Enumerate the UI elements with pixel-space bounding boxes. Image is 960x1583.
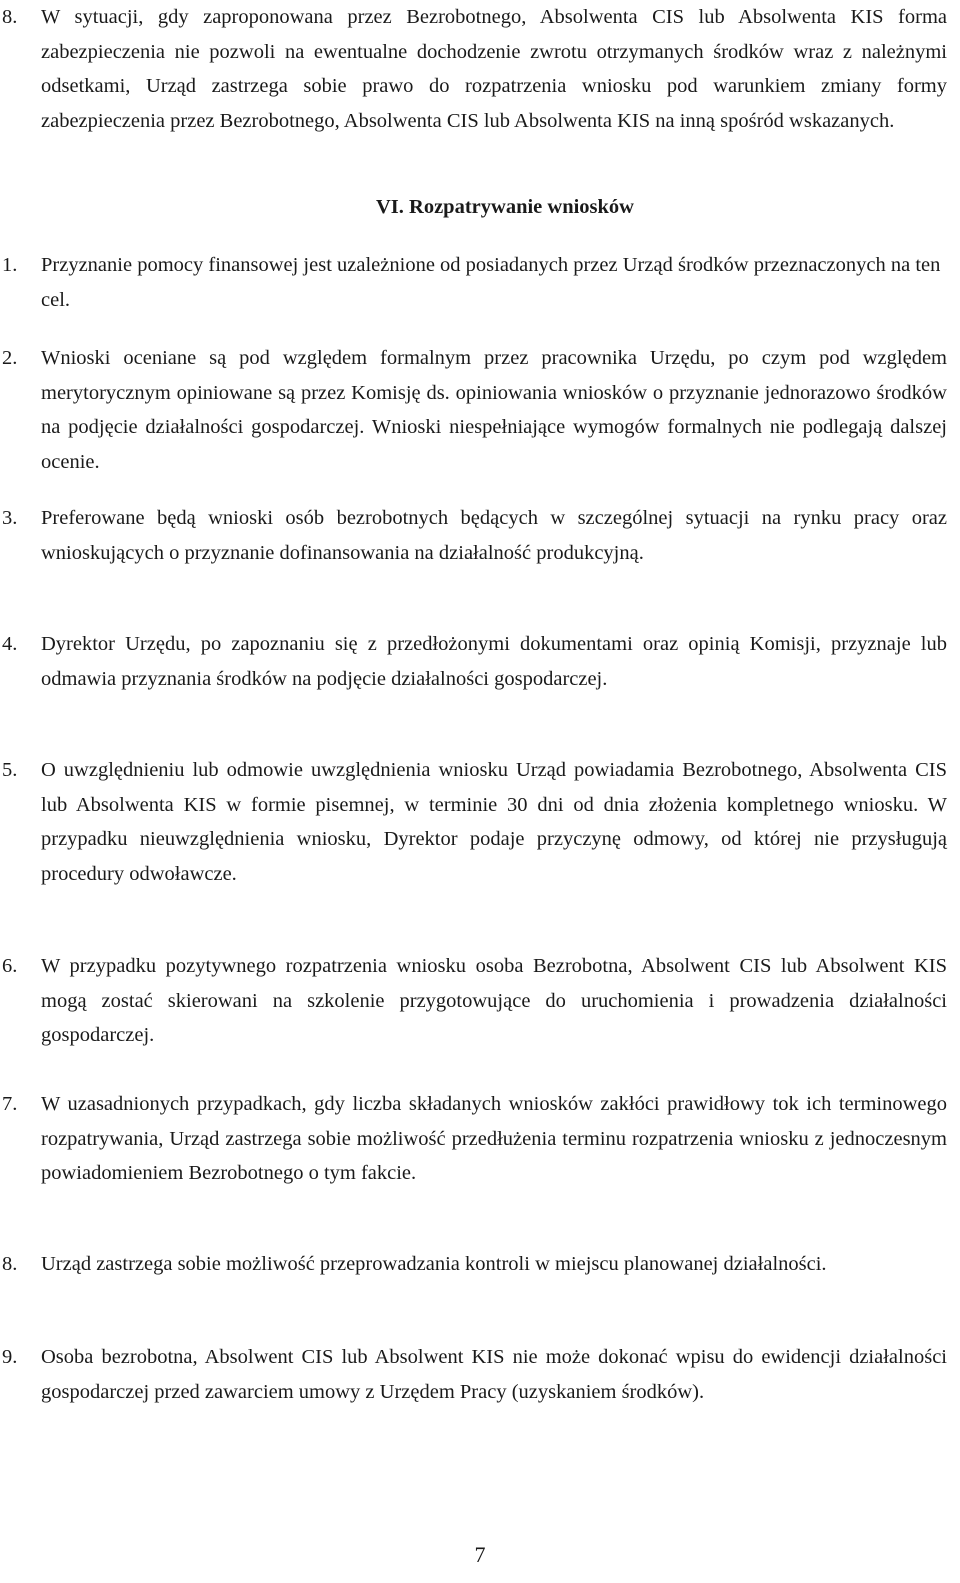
list-item-text: W sytuacji, gdy zaproponowana przez Bezrobotnego, Absolwenta CIS lub Absolwenta KIS forma zabezpieczenia nie pozwoli na ewentualne dochodzenie zwrotu otrzymanych środków wraz z należnymi odsetkami, Urząd zastrzega sobie prawo do rozpatrzenia wniosku pod warunkiem zmiany formy zabezpieczenia przez Bezrobotnego, Absolwenta CIS lub Absolwenta KIS na inną spośród wskazanych. xyxy=(41,6,947,132)
list-item xyxy=(0,248,947,317)
list-item xyxy=(0,753,947,891)
list-item-number: 5. xyxy=(2,759,18,781)
section-heading-text: VI. Rozpatrywanie wniosków xyxy=(376,196,634,218)
list-item-number: 8. xyxy=(2,1253,18,1275)
list-item xyxy=(0,949,947,1053)
list-item xyxy=(0,341,947,479)
list-item-text: Wnioski oceniane są pod względem formalnym przez pracownika Urzędu, po czym pod względem merytorycznym opiniowane są przez Komisję ds. opiniowania wniosków o przyznanie jednorazowo środków na podjęcie działalności gospodarczej. Wnioski niespełniające wymogów formalnych nie podlegają dalszej ocenie. xyxy=(41,347,947,473)
list-item-number: 7. xyxy=(2,1093,18,1115)
list-item xyxy=(0,1340,947,1409)
list-item-number: 8. xyxy=(2,6,18,28)
list-item-text: Preferowane będą wnioski osób bezrobotnych będących w szczególnej sytuacji na rynku pracy oraz wnioskujących o przyznanie dofinansowania na działalność produkcyjną. xyxy=(41,507,947,564)
list-item-text: O uwzględnieniu lub odmowie uwzględnienia wniosku Urząd powiadamia Bezrobotnego, Absolwenta CIS lub Absolwenta KIS w formie pisemnej, w terminie 30 dni od dnia złożenia kompletnego wniosku. W przypadku nieuwzględnienia wniosku, Dyrektor podaje przyczynę odmowy, od której nie przysługują procedury odwoławcze. xyxy=(41,759,947,885)
list-item-text: Urząd zastrzega sobie możliwość przeprowadzania kontroli w miejscu planowanej działalności. xyxy=(41,1253,827,1275)
list-item-number: 4. xyxy=(2,633,18,655)
list-item xyxy=(0,1247,947,1282)
list-item xyxy=(0,501,947,570)
page-number: 7 xyxy=(474,1542,486,1567)
list-item xyxy=(0,627,947,696)
section-heading xyxy=(0,190,960,225)
list-item-text: W uzasadnionych przypadkach, gdy liczba składanych wniosków zakłóci prawidłowy tok ich terminowego rozpatrywania, Urząd zastrzega sobie możliwość przedłużenia terminu rozpatrzenia wniosku z jednoczesnym powiadomieniem Bezrobotnego o tym fakcie. xyxy=(41,1093,947,1184)
list-item-text: Osoba bezrobotna, Absolwent CIS lub Absolwent KIS nie może dokonać wpisu do ewidencji działalności gospodarczej przed zawarciem umowy z Urzędem Pracy (uzyskaniem środków). xyxy=(41,1346,947,1403)
list-item xyxy=(0,1087,947,1191)
list-item-text: Przyznanie pomocy finansowej jest uzależnione od posiadanych przez Urząd środków przeznaczonych na ten cel. xyxy=(41,254,941,311)
list-item-number: 1. xyxy=(2,254,18,276)
list-item-text: Dyrektor Urzędu, po zapoznaniu się z przedłożonymi dokumentami oraz opinią Komisji, przyznaje lub odmawia przyznania środków na podjęcie działalności gospodarczej. xyxy=(41,633,947,690)
list-item-number: 3. xyxy=(2,507,18,529)
list-item-text: W przypadku pozytywnego rozpatrzenia wniosku osoba Bezrobotna, Absolwent CIS lub Absolwent KIS mogą zostać skierowani na szkolenie przygotowujące do uruchomienia i prowadzenia działalności gospodarczej. xyxy=(41,955,947,1046)
list-item-number: 6. xyxy=(2,955,18,977)
list-item-number: 2. xyxy=(2,347,18,369)
list-item xyxy=(0,0,947,138)
list-item-number: 9. xyxy=(2,1346,18,1368)
